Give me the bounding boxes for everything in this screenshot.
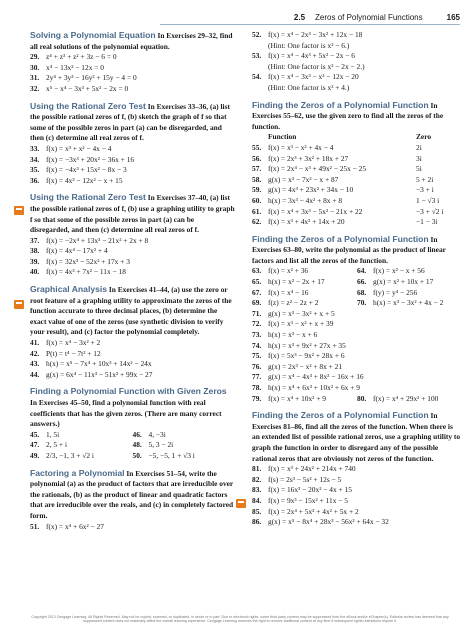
exercise-number: 77. <box>252 372 262 382</box>
exercise-item <box>252 266 357 277</box>
table-row <box>252 217 462 228</box>
exercise-item <box>252 51 462 62</box>
exercise-expression: h(x) = x⁵ − 7x⁴ + 10x³ + 14x² − 24x <box>46 359 152 369</box>
exercise-item <box>252 309 462 320</box>
exercise-expression: g(x) = x² + 10x + 17 <box>373 277 434 287</box>
exercise-expression: x⁴ − 13x² − 12x = 0 <box>46 62 104 72</box>
exercise-expression: 2, 5 + i <box>46 440 68 450</box>
exercise-expression: f(x) = x³ + 24x² + 214x + 740 <box>268 464 356 474</box>
exercise-expression: (Hint: One factor is x² + 4.) <box>268 82 350 92</box>
exercise-item <box>252 507 462 518</box>
exercise-item <box>30 176 235 187</box>
exercise-number: 83. <box>252 485 262 495</box>
section-title: Zeros of Polynomial Functions <box>315 13 423 22</box>
section-number: 2.5 <box>293 13 306 22</box>
exercise-expression: f(x) = x² + 36 <box>268 266 309 276</box>
exercise-item <box>252 277 357 288</box>
function-expression: g(x) = x³ − 7x² − x + 87 <box>268 174 339 184</box>
exercise-number: 73. <box>252 330 262 340</box>
exercise-pair-row <box>252 277 462 288</box>
exercise-item <box>252 372 462 383</box>
exercise-item <box>30 246 235 257</box>
exercise-pair-row <box>252 288 462 299</box>
exercise-number: 79. <box>252 393 262 403</box>
exercise-number: 71. <box>252 308 262 318</box>
function-expression: f(x) = 2x³ + 3x² + 18x + 27 <box>268 153 349 163</box>
section-instructions <box>30 386 235 429</box>
exercise-expression: (Hint: One factor is x² − 2x − 2.) <box>268 61 365 71</box>
exercise-number: 58. <box>252 174 262 184</box>
exercise-expression: (Hint: One factor is x² − 6.) <box>268 40 350 50</box>
column-zero: Zero <box>416 132 432 142</box>
exercise-item <box>252 464 462 475</box>
exercise-expression: P(t) = t⁴ − 7t² + 12 <box>46 348 101 358</box>
given-zero: −3 + √2 i <box>416 206 444 216</box>
exercise-expression: h(x) = x⁴ + 6x³ + 10x² + 6x + 9 <box>268 383 360 392</box>
exercise-number: 47. <box>30 440 40 450</box>
exercise-number: 36. <box>30 175 40 185</box>
exercise-item <box>133 440 236 451</box>
exercise-expression: f(x) = 4x³ − 12x² − x + 15 <box>46 175 123 185</box>
exercise-section <box>30 284 235 380</box>
exercise-expression: f(x) = x³ + x² − 4x − 4 <box>46 143 112 153</box>
table-header <box>252 132 462 143</box>
exercise-number: 41. <box>30 338 40 348</box>
exercise-item <box>30 155 235 166</box>
exercise-section <box>30 192 235 278</box>
exercise-pair-row <box>30 440 235 451</box>
exercise-expression: f(x) = 16x³ − 20x² − 4x + 15 <box>268 485 352 495</box>
exercise-item <box>252 383 462 394</box>
exercise-item <box>30 338 235 349</box>
copyright-footer: Copyright 2013 Cengage Learning. All Rights Reserved. May not be copied, scanned, or duplicated, in whole or in part. Due to electronic rights, some third party content may be suppressed from the eBook and/or eChapter(s). Editorial review has deemed that any suppressed content does not materially affect the overall learning experience. Cengage Learning reserves the right to remove additional content at any time if subsequent rights restrictions require it. <box>31 614 449 624</box>
exercise-item <box>252 362 462 373</box>
exercise-number: 40. <box>30 267 40 277</box>
exercise-number: 86. <box>252 517 262 527</box>
exercise-expression: f(x) = x⁴ − 3x² + 2 <box>46 338 101 348</box>
exercise-item <box>30 359 235 370</box>
section-instructions <box>30 30 235 52</box>
exercise-item <box>252 288 357 299</box>
instruction-text: In Exercises 63–80, write the polynomial as the product of linear factors and list all the zeros of the function. <box>252 234 446 265</box>
given-zero: 5i <box>416 164 422 174</box>
exercise-expression: f(y) = y⁴ − 256 <box>373 287 418 297</box>
left-column <box>30 30 235 532</box>
exercise-expression: f(x) = x⁴ + 10x² + 9 <box>268 393 326 403</box>
exercise-section <box>30 468 235 533</box>
exercise-item <box>252 330 462 341</box>
exercise-item <box>357 266 462 277</box>
instruction-text: In Exercises 33–36, (a) list the possible rational zeros of f, (b) sketch the graph of f so that some of the possible zeros in part (a) can be disregarded, and then (c) determine all real zeros of f. <box>30 101 230 143</box>
section-instructions <box>30 192 235 235</box>
exercise-item <box>357 277 462 288</box>
exercise-expression: f(x) = x⁴ − 4x³ + 5x² − 2x − 6 <box>268 51 355 61</box>
running-header <box>160 8 460 22</box>
exercise-item <box>252 319 462 330</box>
exercise-expression: f(x) = x⁴ − 3x³ − x² − 12x − 20 <box>268 72 359 82</box>
table-row <box>252 185 462 196</box>
exercise-section <box>252 234 462 405</box>
exercise-number: 60. <box>252 195 262 205</box>
page-number: 165 <box>446 13 460 22</box>
exercise-expression: f(x) = 32x³ − 52x² + 17x + 3 <box>46 256 130 266</box>
exercise-expression: f(x) = x⁴ + 29x² + 100 <box>373 393 439 403</box>
exercise-number: 62. <box>252 217 262 227</box>
table-row <box>252 196 462 207</box>
given-zero: 2i <box>416 142 422 152</box>
exercise-item <box>133 451 236 462</box>
exercise-expression: f(x) = x³ − x² + x + 39 <box>268 319 334 329</box>
exercise-hint <box>252 41 462 52</box>
exercise-item <box>30 236 235 247</box>
exercise-number: 37. <box>30 235 40 245</box>
exercise-number: 50. <box>132 450 142 460</box>
exercise-number: 75. <box>252 351 262 361</box>
exercise-number: 72. <box>252 319 262 329</box>
exercise-item <box>252 475 462 486</box>
exercise-item <box>30 522 235 533</box>
exercise-expression: f(x) = 5x³ − 9x² + 28x + 6 <box>268 351 345 361</box>
exercise-expression: 4, −3i <box>148 429 166 439</box>
exercise-number: 67. <box>252 287 262 297</box>
table-row <box>252 207 462 218</box>
exercise-number: 32. <box>30 83 40 93</box>
exercise-expression: g(x) = x³ − 3x² + x + 5 <box>268 308 335 318</box>
exercise-number: 35. <box>30 165 40 175</box>
exercise-item <box>252 517 462 528</box>
exercise-item <box>30 349 235 360</box>
exercise-item <box>252 72 462 83</box>
exercise-group <box>252 30 462 94</box>
exercise-expression: 2y⁴ + 3y³ − 16y² + 15y − 4 = 0 <box>46 73 137 83</box>
exercise-item <box>30 451 133 462</box>
exercise-number: 56. <box>252 153 262 163</box>
exercise-item <box>252 351 462 362</box>
given-zero: 3i <box>416 153 422 163</box>
exercise-number: 84. <box>252 495 262 505</box>
exercise-expression: x⁵ − x⁴ − 3x³ + 5x² − 2x = 0 <box>46 83 129 93</box>
exercise-number: 82. <box>252 474 262 484</box>
exercise-expression: z⁴ + z³ + z² + 3z − 6 = 0 <box>46 52 117 62</box>
exercise-item <box>252 496 462 507</box>
exercise-number: 57. <box>252 164 262 174</box>
section-heading: Using the Rational Zero Test <box>30 192 146 203</box>
given-zero: −3 + i <box>416 185 434 195</box>
exercise-number: 61. <box>252 206 262 216</box>
section-instructions <box>252 100 462 133</box>
exercise-expression: g(x) = x⁵ − 8x⁴ + 28x³ − 56x² + 64x − 32 <box>268 517 389 527</box>
function-expression: h(x) = 3x³ − 4x² + 8x + 8 <box>268 195 343 205</box>
function-expression: f(x) = x³ − x² + 4x − 4 <box>268 142 334 152</box>
section-heading: Using the Rational Zero Test <box>30 100 146 111</box>
exercise-number: 64. <box>357 266 367 276</box>
exercise-item <box>30 84 235 95</box>
exercise-item <box>30 52 235 63</box>
exercise-number: 44. <box>30 369 40 379</box>
exercise-pair-row <box>30 451 235 462</box>
exercise-item <box>357 298 462 309</box>
exercise-expression: f(z) = z² − 2z + 2 <box>268 298 319 308</box>
exercise-item <box>30 144 235 155</box>
header-rule <box>160 24 460 25</box>
exercise-number: 81. <box>252 464 262 474</box>
given-zero: −1 − 3i <box>416 217 438 227</box>
right-column <box>252 30 462 528</box>
exercise-number: 51. <box>30 521 40 531</box>
exercise-item <box>252 298 357 309</box>
section-instructions <box>30 468 235 522</box>
exercise-section <box>30 30 235 95</box>
column-function: Function <box>268 132 297 142</box>
exercise-expression: 5, 3 − 2i <box>148 440 174 450</box>
exercise-expression: f(x) = −4x³ + 15x² − 8x − 3 <box>46 165 127 175</box>
exercise-item <box>30 257 235 268</box>
exercise-expression: f(x) = x² − x + 56 <box>373 266 425 276</box>
exercise-expression: f(x) = 4x³ + 7x² − 11x − 18 <box>46 267 126 277</box>
exercise-number: 42. <box>30 348 40 358</box>
exercise-number: 78. <box>252 383 262 392</box>
section-instructions <box>252 410 462 464</box>
instruction-text: In Exercises 51–54, write the polynomial (a) as the product of factors that are irreducible over the rationals, (b) as the product of linear and quadratic factors that are irreducible over the reals, and (c) in completely factored form. <box>30 468 234 520</box>
exercise-number: 46. <box>132 429 142 439</box>
exercise-item <box>133 430 236 441</box>
section-instructions <box>252 234 462 267</box>
function-expression: g(x) = 4x³ + 23x² + 34x − 10 <box>268 185 354 195</box>
exercise-section <box>252 410 462 528</box>
exercise-expression: f(s) = 2s³ − 5s² + 12s − 5 <box>268 474 342 484</box>
exercise-number: 80. <box>357 393 367 403</box>
exercise-number: 76. <box>252 361 262 371</box>
exercise-item <box>30 165 235 176</box>
graphing-calculator-icon <box>14 300 24 309</box>
exercise-number: 69. <box>252 298 262 308</box>
section-heading: Finding the Zeros of a Polynomial Function <box>252 410 429 421</box>
exercise-number: 43. <box>30 359 40 369</box>
exercise-expression: h(x) = x² − 2x + 17 <box>268 277 325 287</box>
exercise-section <box>30 101 235 187</box>
exercise-item <box>30 73 235 84</box>
section-instructions <box>30 284 235 338</box>
exercise-expression: f(x) = x⁴ + 6x² − 27 <box>46 521 104 531</box>
exercise-pair-row <box>252 298 462 309</box>
exercise-expression: −5, −5, 1 + √3 i <box>148 450 195 460</box>
section-heading: Finding the Zeros of a Polynomial Function <box>252 99 429 110</box>
exercise-number: 55. <box>252 142 262 152</box>
given-zero: 1 − √3 i <box>416 195 440 205</box>
exercise-number: 30. <box>30 62 40 72</box>
exercise-number: 38. <box>30 246 40 256</box>
exercise-hint <box>252 83 462 94</box>
exercise-expression: h(x) = x³ − x + 6 <box>268 330 318 340</box>
exercise-number: 54. <box>252 72 262 82</box>
exercise-pair-row <box>252 394 462 405</box>
exercise-item <box>30 370 235 381</box>
function-expression: f(x) = 2x⁴ − x³ + 49x² − 25x − 25 <box>268 164 367 174</box>
exercise-item <box>252 30 462 41</box>
exercise-item <box>30 430 133 441</box>
graphing-calculator-icon <box>236 499 246 508</box>
exercise-pair-row <box>30 430 235 441</box>
instruction-text: In Exercises 45–50, find a polynomial function with real coefficients that has the given zeros. (There are many correct answers.) <box>30 398 222 429</box>
instruction-text: In Exercises 41–44, (a) use the zero or root feature of a graphing utility to approximate the zeros of the function accurate to three decimal places, (b) determine the exact value of one of the zeros (use synthetic division to verify your result), and (c) factor the polynomial completely. <box>30 285 232 337</box>
exercise-number: 68. <box>357 287 367 297</box>
exercise-number: 39. <box>30 256 40 266</box>
table-row <box>252 164 462 175</box>
section-heading: Finding the Zeros of a Polynomial Function <box>252 233 429 244</box>
exercise-expression: f(x) = x⁴ − 2x³ − 3x² + 12x − 18 <box>268 30 363 39</box>
exercise-expression: h(x) = x³ + 9x² + 27x + 35 <box>268 340 346 350</box>
exercise-number: 52. <box>252 30 262 39</box>
exercise-number: 48. <box>132 440 142 450</box>
exercise-item <box>30 267 235 278</box>
section-heading: Solving a Polynomial Equation <box>30 30 156 40</box>
table-row <box>252 175 462 186</box>
exercise-item <box>357 288 462 299</box>
exercise-expression: f(x) = 4x⁴ − 17x² + 4 <box>46 246 108 256</box>
table-row <box>252 143 462 154</box>
exercise-item <box>30 63 235 74</box>
exercise-expression: f(x) = x⁴ − 16 <box>268 287 309 297</box>
exercise-number: 74. <box>252 340 262 350</box>
exercise-item <box>30 440 133 451</box>
exercise-number: 65. <box>252 277 262 287</box>
exercise-number: 63. <box>252 266 262 276</box>
exercise-number: 66. <box>357 277 367 287</box>
exercise-expression: 2/3, −1, 3 + √2 i <box>46 450 94 460</box>
exercise-pair-row <box>252 266 462 277</box>
section-instructions <box>30 101 235 144</box>
exercise-number: 31. <box>30 73 40 83</box>
section-heading: Graphical Analysis <box>30 284 108 295</box>
graphing-calculator-icon <box>14 206 24 215</box>
exercise-hint <box>252 62 462 73</box>
exercise-item <box>252 341 462 352</box>
exercise-section <box>30 386 235 461</box>
exercise-expression: f(x) = 9x³ − 15x² + 11x − 5 <box>268 495 348 505</box>
exercise-number: 59. <box>252 185 262 195</box>
instruction-text: In Exercises 55–62, use the given zero to find all the zeros of the function. <box>252 100 444 131</box>
exercise-expression: f(x) = −3x³ + 20x² − 36x + 16 <box>46 154 135 164</box>
instruction-text: In Exercises 81–86, find all the zeros of the function. When there is an extended list of possible rational zeros, use a graphing utility to graph the function in order to disregard any of the possible rational zeros that are obviously not zeros of the function. <box>252 411 461 463</box>
exercise-number: 85. <box>252 506 262 516</box>
exercise-number: 45. <box>30 429 40 439</box>
table-row <box>252 154 462 165</box>
exercise-number: 53. <box>252 51 262 61</box>
exercise-number: 70. <box>357 298 367 308</box>
exercise-number: 33. <box>30 143 40 153</box>
exercise-expression: 1, 5i <box>46 429 60 439</box>
exercise-item <box>252 485 462 496</box>
exercise-expression: g(x) = 2x³ − x² + 8x + 21 <box>268 361 343 371</box>
exercise-number: 49. <box>30 450 40 460</box>
given-zero: 5 + 2i <box>416 174 434 184</box>
exercise-expression: f(x) = 2x⁴ + 5x³ + 4x² + 5x + 2 <box>268 506 359 516</box>
exercise-expression: f(x) = −2x⁴ + 13x³ − 21x² + 2x + 8 <box>46 235 149 245</box>
instruction-text: In Exercises 37–40, (a) list the possible rational zeros of f, (b) use a graphing utility to graph f so that some of the possible zeros in part (a) can be disregarded, and then (c) determine all real zeros of f. <box>30 193 235 235</box>
exercise-expression: g(x) = x⁴ − 4x³ + 8x² − 16x + 16 <box>268 372 364 382</box>
exercise-section <box>252 100 462 228</box>
exercise-item <box>252 394 357 405</box>
exercise-item <box>357 394 462 405</box>
section-heading: Factoring a Polynomial <box>30 467 125 478</box>
exercise-expression: h(x) = x³ − 3x² + 4x − 2 <box>373 298 444 308</box>
instruction-text: In Exercises 29–32, find all real solutions of the polynomial equation. <box>30 31 233 51</box>
exercise-expression: g(x) = 6x⁴ − 11x³ − 51x² + 99x − 27 <box>46 369 153 379</box>
function-expression: f(x) = x³ + 4x² + 14x + 20 <box>268 217 345 227</box>
exercise-number: 29. <box>30 52 40 62</box>
section-heading: Finding a Polynomial Function with Given Zeros <box>30 386 227 397</box>
exercise-number: 34. <box>30 154 40 164</box>
function-expression: f(x) = x⁴ + 3x³ − 5x² − 21x + 22 <box>268 206 363 216</box>
